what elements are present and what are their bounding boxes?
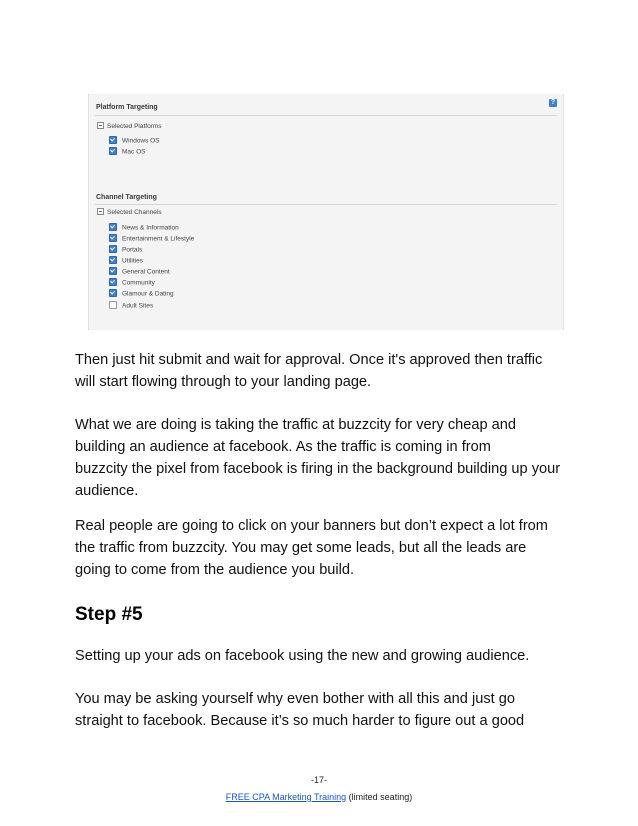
help-icon[interactable]: ? (550, 99, 556, 106)
checkbox-checked-icon[interactable] (109, 289, 117, 297)
divider (95, 204, 557, 205)
channel-label: Entertainment & Lifestyle (122, 235, 195, 243)
text-line: Then just hit submit and wait for approval. Once it's approved then traffic (75, 352, 543, 368)
paragraph-setup (75, 645, 575, 667)
step-heading: Step #5 (75, 604, 143, 625)
group-label: Selected Platforms (107, 123, 162, 131)
checkbox-unchecked-icon[interactable] (109, 301, 117, 309)
channel-label: Glamour & Dating (122, 290, 174, 298)
platform-label: Windows OS (122, 137, 160, 145)
platform-windows[interactable] (109, 137, 160, 146)
text-line: You may be asking yourself why even bother with all this and just go (75, 691, 515, 707)
checkbox-checked-icon[interactable] (109, 267, 117, 275)
footer-suffix: (limited seating) (346, 792, 413, 802)
checkbox-checked-icon[interactable] (109, 136, 117, 144)
paragraph-submit (75, 349, 575, 393)
collapse-icon[interactable] (97, 208, 104, 215)
paragraph-why (75, 688, 575, 732)
checkbox-checked-icon[interactable] (109, 223, 117, 231)
text-line: What we are doing is taking the traffic at buzzcity for very cheap and (75, 417, 517, 433)
checkbox-checked-icon[interactable] (109, 256, 117, 264)
channel-portals[interactable] (109, 246, 142, 255)
text-line: Setting up your ads on facebook using the new and growing audience. (75, 648, 530, 664)
channel-utilities[interactable] (109, 257, 143, 266)
checkbox-checked-icon[interactable] (109, 278, 117, 286)
channel-label: Community (122, 279, 155, 287)
paragraph-explanation (75, 414, 575, 502)
platform-label: Mac OS (122, 148, 146, 156)
targeting-screenshot (88, 94, 564, 330)
text-line: buzzcity the pixel from facebook is firing in the background building up your (75, 461, 561, 477)
channel-community[interactable] (109, 279, 155, 288)
channel-targeting-title: Channel Targeting (96, 194, 157, 201)
training-link[interactable]: FREE CPA Marketing Training (225, 792, 347, 802)
text-line: Real people are going to click on your banners but don’t expect a lot from (75, 518, 548, 534)
platform-mac[interactable] (109, 148, 145, 157)
channel-entertainment[interactable] (109, 235, 194, 244)
channel-label: Adult Sites (122, 302, 154, 310)
page-number: -17- (310, 775, 327, 785)
channel-adult[interactable] (109, 302, 153, 311)
channel-label: Utilities (122, 257, 143, 265)
platform-targeting-title: Platform Targeting (96, 104, 158, 111)
channel-label: News & Information (122, 224, 179, 232)
channel-general[interactable] (109, 268, 170, 277)
divider (95, 115, 557, 116)
footer (0, 792, 638, 802)
text-line: going to come from the audience you build. (75, 562, 355, 578)
text-line: audience. (75, 483, 139, 499)
text-line: building an audience at facebook. As the traffic is coming in from (75, 439, 491, 455)
channel-label: Portals (122, 246, 143, 254)
collapse-icon[interactable] (97, 122, 104, 129)
text-line: the traffic from buzzcity. You may get some leads, but all the leads are (75, 540, 527, 556)
channel-label: General Content (122, 268, 170, 276)
checkbox-checked-icon[interactable] (109, 234, 117, 242)
selected-platforms-group[interactable] (97, 123, 162, 131)
channel-glamour[interactable] (109, 290, 174, 299)
selected-channels-group[interactable] (97, 209, 162, 217)
group-label: Selected Channels (107, 209, 162, 217)
text-line: will start flowing through to your landing page. (75, 374, 372, 390)
text-line: straight to facebook. Because it’s so much harder to figure out a good (75, 713, 525, 729)
paragraph-real-people (75, 515, 575, 581)
checkbox-checked-icon[interactable] (109, 147, 117, 155)
channel-news[interactable] (109, 224, 179, 233)
checkbox-checked-icon[interactable] (109, 245, 117, 253)
